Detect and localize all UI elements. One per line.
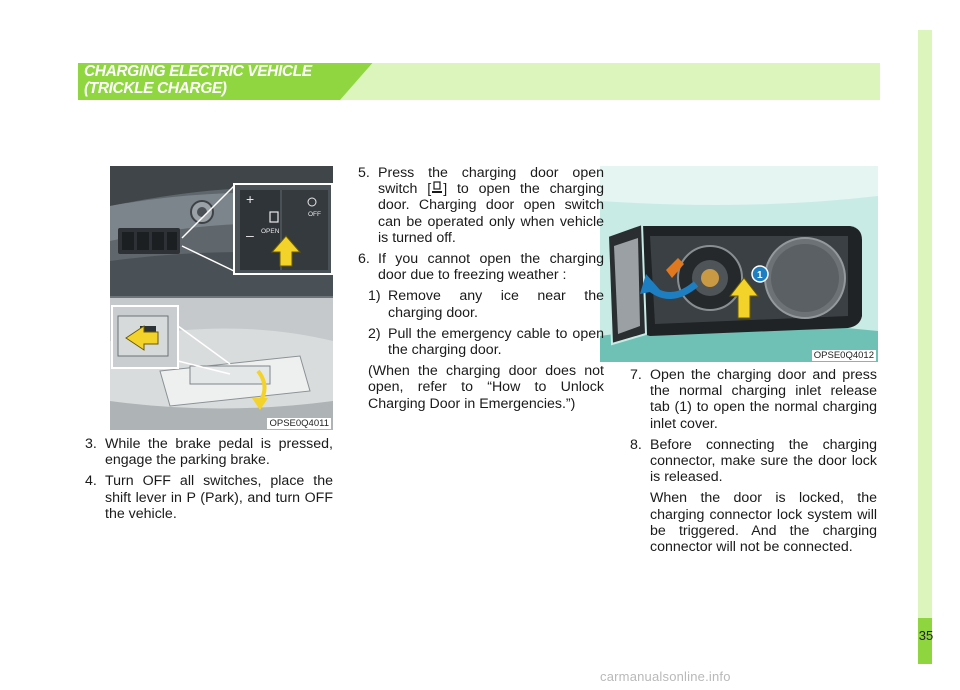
section-title-line2: (TRICKLE CHARGE) — [84, 80, 227, 97]
svg-text:+: + — [246, 191, 255, 207]
step-8 — [630, 437, 877, 486]
step-6-note: (When the charging door does not open, refer to “How to Unlock Charging Door in Emergencies.”) — [368, 363, 604, 412]
step-7 — [630, 367, 877, 432]
section-title — [84, 63, 312, 97]
off-switch-label: OFF — [308, 211, 321, 218]
step-8-note: When the door is locked, the charging connector lock system will be triggered. And the charging connector will not be connected. — [650, 490, 877, 556]
step-6 — [358, 251, 604, 283]
instructions-column-right — [630, 367, 877, 555]
step-3 — [85, 436, 333, 468]
figure-charging-inlet-illustration — [600, 166, 878, 362]
section-title-line1: CHARGING ELECTRIC VEHICLE — [84, 63, 312, 80]
step-text: Turn OFF all switches, place the shift lever in P (Park), and turn OFF the vehicle. — [105, 473, 333, 522]
instructions-column-middle — [358, 165, 604, 412]
step-number: 7. — [630, 367, 642, 383]
substep-number: 2) — [368, 325, 381, 342]
step-text: While the brake pedal is pressed, engage the parking brake. — [105, 436, 333, 469]
step-6-2 — [368, 326, 604, 358]
step-text: Before connecting the charging connector, make sure the door lock is released. — [650, 436, 877, 486]
step-text-after-icon: ] to open the charging door. Charging door open switch can be operated only when vehicle is turned off. — [378, 181, 605, 246]
figure-charging-door-switch-illustration — [110, 166, 333, 430]
step-number: 6. — [358, 251, 370, 268]
substep-text: Pull the emergency cable to open the charging door. — [388, 325, 604, 359]
figure-charging-door-switch — [110, 166, 333, 430]
callout-number: 1 — [757, 270, 763, 281]
step-number: 5. — [358, 165, 370, 181]
charging-door-switch-icon — [431, 181, 443, 194]
substep-number: 1) — [368, 288, 381, 305]
step-6-1 — [368, 288, 604, 320]
side-strip — [918, 30, 932, 618]
substep-text: Remove any ice near the charging door. — [388, 288, 604, 321]
step-text-before-icon: Press the charging door open switch [ — [378, 165, 604, 198]
step-4 — [85, 473, 333, 522]
figure-caption: OPSE0Q4012 — [813, 350, 874, 361]
step-number: 4. — [85, 473, 97, 490]
instructions-column-left — [85, 436, 333, 527]
watermark: carmanualsonline.info — [600, 669, 731, 684]
figure-caption: OPSE0Q4011 — [269, 418, 329, 429]
svg-text:–: – — [246, 227, 254, 243]
section-banner-extension — [340, 63, 880, 100]
step-number: 8. — [630, 436, 642, 453]
open-switch-label: OPEN — [261, 228, 280, 235]
step-5 — [358, 165, 604, 246]
step-text — [378, 165, 604, 246]
figure-charging-inlet — [600, 166, 878, 362]
step-text: If you cannot open the charging door due to freezing weather : — [378, 251, 604, 284]
step-text: Open the charging door and press the normal charging inlet release tab (1) to open the normal charging inlet cover. — [650, 367, 877, 432]
page-number: 35 — [918, 628, 934, 643]
step-number: 3. — [85, 436, 97, 452]
